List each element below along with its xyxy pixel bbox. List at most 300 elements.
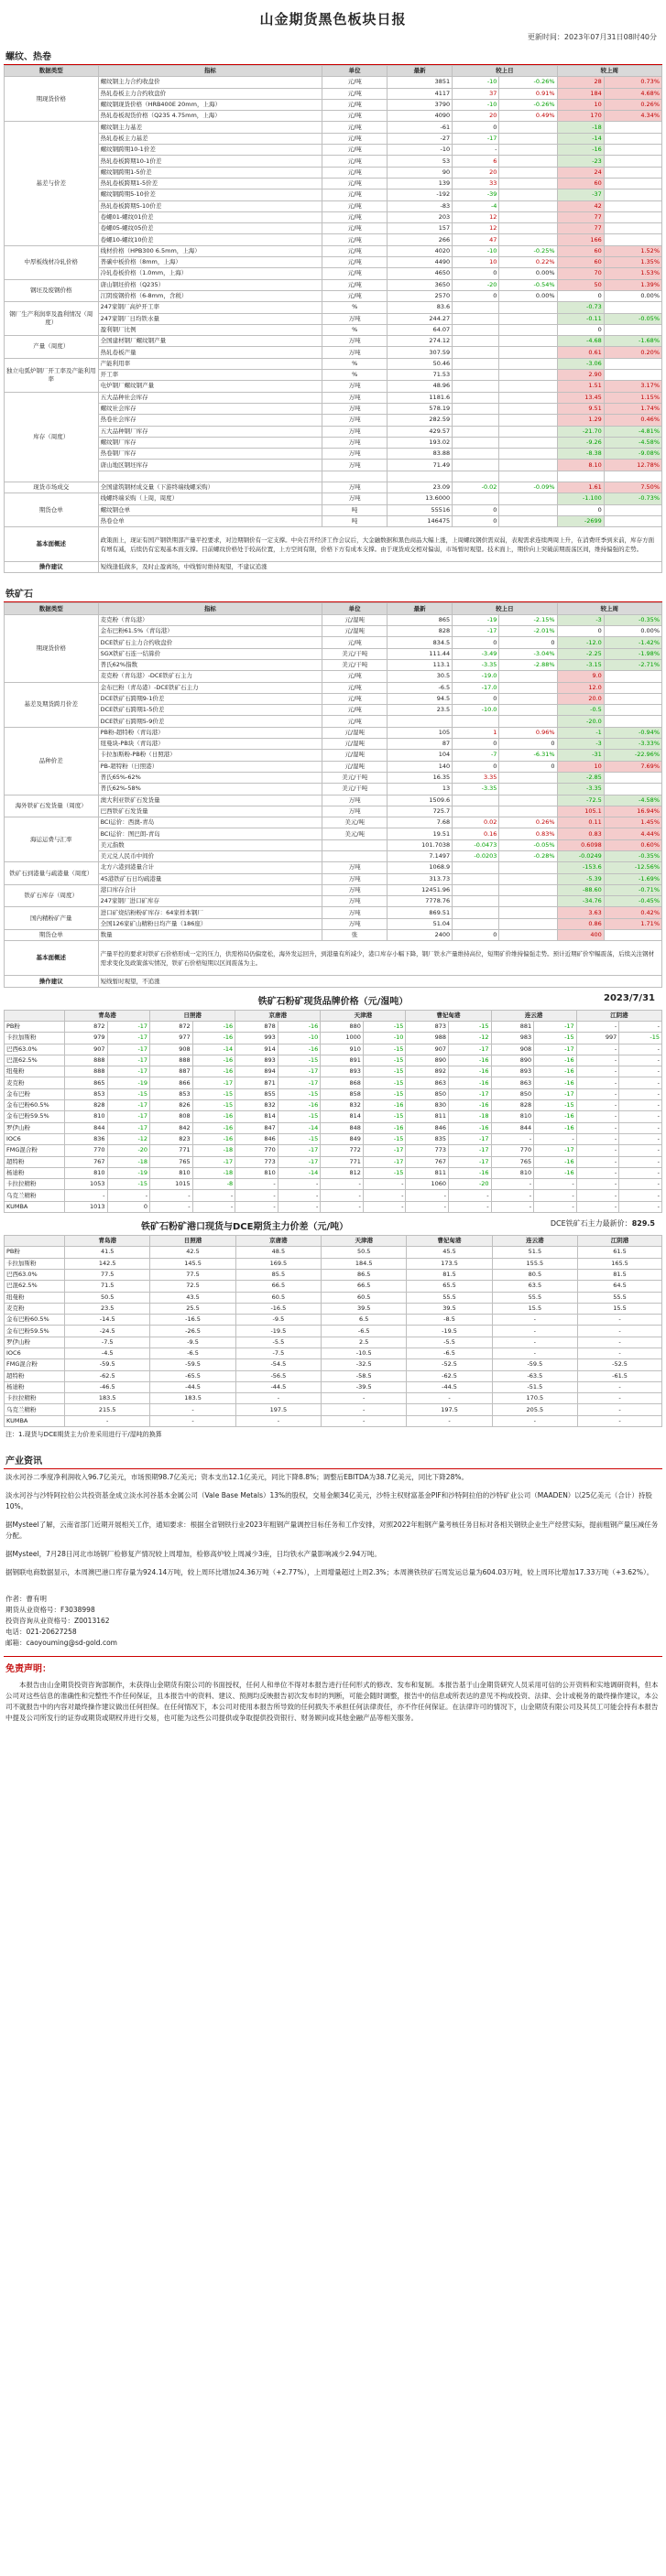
price-change: -16 <box>449 1100 492 1111</box>
day-change <box>453 449 499 460</box>
week-change-pct: -0.71% <box>604 884 661 895</box>
basis-value: 77.5 <box>150 1269 235 1280</box>
week-change: 60 <box>557 257 604 268</box>
week-change-pct: -4.81% <box>604 426 661 437</box>
table-row <box>5 471 662 482</box>
metric-value: 828 <box>388 626 453 637</box>
price-change: -16 <box>363 1122 406 1133</box>
price-change: -12 <box>449 1033 492 1044</box>
port-header: 曹妃甸港 <box>406 1010 491 1021</box>
col-header: 较上日 <box>453 66 557 77</box>
day-change-pct: 0 <box>499 739 557 750</box>
week-change-pct <box>604 167 661 178</box>
ore-brand: 麦克粉 <box>5 1303 65 1314</box>
basis-value: -9.5 <box>235 1315 321 1326</box>
week-change: -3.35 <box>557 784 604 795</box>
category-cell: 国内精粉矿产量 <box>5 907 99 930</box>
logic-label: 基本面概述 <box>5 941 99 976</box>
week-change: 0.6098 <box>557 839 604 850</box>
metric-unit: 元/湿吨 <box>322 727 388 738</box>
ore-body <box>5 614 662 941</box>
week-change-pct: -0.45% <box>604 896 661 907</box>
price-change: -16 <box>534 1055 577 1066</box>
basis-value: 15.5 <box>492 1303 577 1314</box>
table-row <box>5 1415 662 1426</box>
price-value: 765 <box>150 1156 193 1167</box>
basis-value: 55.5 <box>492 1292 577 1303</box>
price-change: -15 <box>363 1111 406 1122</box>
col-header: 数据类型 <box>5 66 99 77</box>
ore-op-row <box>5 976 662 987</box>
basis-value: 15.5 <box>578 1303 662 1314</box>
table-row <box>5 1021 662 1032</box>
basis-value: - <box>578 1348 662 1358</box>
price-change: - <box>619 1021 662 1032</box>
price-change: - <box>619 1190 662 1201</box>
basis-value: 66.5 <box>235 1281 321 1292</box>
price-value: 888 <box>64 1055 107 1066</box>
day-change <box>453 313 499 324</box>
day-change <box>453 324 499 335</box>
metric-value: 834.5 <box>388 637 453 648</box>
metric-unit: 元/吨 <box>322 88 388 99</box>
metric-value: -10 <box>388 145 453 156</box>
table-row <box>5 1359 662 1370</box>
table-row <box>5 358 662 369</box>
col-header: 指标 <box>98 603 322 614</box>
day-change: 0 <box>453 761 499 772</box>
metric-name: 热卷社会库存 <box>98 415 322 426</box>
price-value: - <box>491 1179 534 1190</box>
week-change: 77 <box>557 211 604 222</box>
price-value: - <box>576 1100 619 1111</box>
col-header: 最新 <box>388 603 453 614</box>
table-row <box>5 1303 662 1314</box>
logic-label: 基本面概述 <box>5 527 99 562</box>
price-change: - <box>534 1190 577 1201</box>
basis-value: - <box>322 1415 407 1426</box>
basis-value: 63.5 <box>492 1281 577 1292</box>
port-basis-note: 注：1.现货与DCE期货主力价差采用进行干/湿吨的换算 <box>5 1431 162 1439</box>
week-change-pct <box>604 504 661 515</box>
week-change-pct: 16.94% <box>604 806 661 817</box>
price-change: - <box>619 1156 662 1167</box>
week-change-pct <box>604 145 661 156</box>
price-change: -17 <box>534 1145 577 1156</box>
metric-value: 23.09 <box>388 482 453 492</box>
price-change: -17 <box>534 1021 577 1032</box>
port-header: 京唐港 <box>235 1010 321 1021</box>
week-change-pct: 0.42% <box>604 907 661 918</box>
week-change: -72.5 <box>557 795 604 806</box>
day-change-pct <box>499 145 557 156</box>
metric-unit: 万吨 <box>322 493 388 504</box>
basis-value: - <box>492 1315 577 1326</box>
price-change: -15 <box>534 1033 577 1044</box>
metric-name: 麦克粉（青岛港）-DCE铁矿石主力 <box>98 671 322 682</box>
op-label: 操作建议 <box>5 976 99 987</box>
metric-value: 3790 <box>388 99 453 110</box>
metric-unit: 元/吨 <box>322 223 388 234</box>
metric-name: 全国126家矿山精粉日均产量（186座） <box>98 918 322 929</box>
metric-value: 23.5 <box>388 705 453 716</box>
price-change: -17 <box>107 1100 150 1111</box>
metric-name: 热卷钢厂库存 <box>98 449 322 460</box>
table-row <box>5 1201 662 1212</box>
ore-brand: FMG混合粉 <box>5 1145 65 1156</box>
metric-unit: 万吨 <box>322 347 388 358</box>
price-value: 773 <box>235 1156 278 1167</box>
day-change <box>453 884 499 895</box>
price-change: -15 <box>192 1088 235 1099</box>
price-value: 828 <box>491 1100 534 1111</box>
basis-value: 48.5 <box>235 1247 321 1258</box>
basis-value: -26.5 <box>150 1326 235 1337</box>
metric-name: 卷螺05-螺纹05价差 <box>98 223 322 234</box>
metric-name: 线螺终端采购（上周，周度） <box>98 493 322 504</box>
price-value: - <box>150 1201 193 1212</box>
day-change: 0.02 <box>453 817 499 828</box>
price-change: 0 <box>107 1201 150 1212</box>
basis-value: 55.5 <box>578 1292 662 1303</box>
metric-value: 193.02 <box>388 437 453 448</box>
basis-value: 61.5 <box>578 1247 662 1258</box>
col-header: 较上周 <box>557 603 661 614</box>
day-change-pct <box>499 918 557 929</box>
table-row <box>5 167 662 178</box>
basis-value: -16.5 <box>235 1303 321 1314</box>
day-change-pct <box>499 437 557 448</box>
table-row <box>5 234 662 245</box>
table-row <box>5 1326 662 1337</box>
news-item: 淡水河谷与沙特阿拉伯公共投资基金成立淡水河谷基本金属公司（Vale Base Metals）13%的股权，交易金额34亿美元，沙特主权财富基金PIF和沙特阿拉伯的沙特矿业公司（MAADEN）以25亿美元（合计）持股10%。 <box>5 1491 652 1511</box>
basis-value: - <box>492 1337 577 1348</box>
basis-value: -8.5 <box>407 1315 492 1326</box>
category-cell: 基差与价差 <box>5 122 99 245</box>
price-change: -17 <box>363 1145 406 1156</box>
table-row <box>5 122 662 133</box>
price-value: 888 <box>150 1055 193 1066</box>
week-change-pct: -1.98% <box>604 648 661 659</box>
basis-value: 50.5 <box>322 1247 407 1258</box>
ore-brand: 杨迪粉 <box>5 1381 65 1392</box>
week-change: -3 <box>557 614 604 625</box>
week-change-pct: 0.00% <box>604 626 661 637</box>
basis-value: - <box>150 1404 235 1415</box>
metric-unit: 万吨 <box>322 884 388 895</box>
week-change-pct: -4.58% <box>604 795 661 806</box>
metric-value: 19.51 <box>388 828 453 839</box>
table-row <box>5 111 662 122</box>
port-header: 连云港 <box>491 1010 576 1021</box>
price-value: 771 <box>150 1145 193 1156</box>
day-change-pct <box>499 907 557 918</box>
price-value: 881 <box>491 1021 534 1032</box>
week-change-pct: 4.44% <box>604 828 661 839</box>
price-change: -15 <box>363 1021 406 1032</box>
day-change-pct: 0.96% <box>499 727 557 738</box>
ore-brand: 罗伊山粉 <box>5 1337 65 1348</box>
price-change: -15 <box>363 1088 406 1099</box>
price-change: -19 <box>107 1077 150 1088</box>
price-change: -16 <box>363 1100 406 1111</box>
metric-name: BCI运价：图巴朗-青岛 <box>98 828 322 839</box>
day-change: 47 <box>453 234 499 245</box>
table-row <box>5 99 662 110</box>
ore-brand: 巴混62.5% <box>5 1055 65 1066</box>
day-change-pct: 0.91% <box>499 88 557 99</box>
basis-value: 39.5 <box>407 1303 492 1314</box>
ore-brand: FMG混合粉 <box>5 1359 65 1370</box>
price-value: 993 <box>235 1033 278 1044</box>
week-change-pct: 0.60% <box>604 839 661 850</box>
day-change-pct: 0.00% <box>499 290 557 301</box>
port-price-title-text: 铁矿石粉矿现货品牌价格（元/湿吨） <box>257 996 409 1007</box>
day-change <box>453 403 499 414</box>
day-change: 12 <box>453 223 499 234</box>
price-value: - <box>576 1133 619 1144</box>
table-row <box>5 1315 662 1326</box>
price-value: 810 <box>491 1111 534 1122</box>
price-value: 767 <box>406 1156 449 1167</box>
day-change-pct <box>499 460 557 471</box>
price-value: - <box>576 1179 619 1190</box>
week-change: -1.100 <box>557 493 604 504</box>
metric-value: 53 <box>388 156 453 167</box>
day-change-pct <box>499 693 557 704</box>
price-change: -16 <box>278 1021 321 1032</box>
table-row <box>5 245 662 256</box>
metric-unit: 美元/干吨 <box>322 772 388 783</box>
basis-value: 205.5 <box>492 1404 577 1415</box>
basis-value: 6.5 <box>322 1315 407 1326</box>
price-change: -18 <box>449 1111 492 1122</box>
basis-value: 72.5 <box>150 1281 235 1292</box>
day-change <box>453 907 499 918</box>
table-row <box>5 716 662 727</box>
metric-name: 江阴废钢价格（6-8mm，含税） <box>98 290 322 301</box>
category-cell: 海外铁矿石发货量（周度） <box>5 795 99 817</box>
table-row <box>5 693 662 704</box>
day-change <box>453 795 499 806</box>
price-change: - <box>278 1201 321 1212</box>
price-value: - <box>576 1044 619 1055</box>
price-change: -16 <box>449 1167 492 1178</box>
metric-unit: 元/吨 <box>322 716 388 727</box>
metric-name: SGX铁矿石连一结算价 <box>98 648 322 659</box>
week-change: 170 <box>557 111 604 122</box>
metric-value: 1068.9 <box>388 862 453 873</box>
day-change: -39 <box>453 189 499 200</box>
day-change-pct <box>499 862 557 873</box>
table-row <box>5 1404 662 1415</box>
day-change: -17.0 <box>453 682 499 693</box>
metric-value: 105 <box>388 727 453 738</box>
metric-value: 146475 <box>388 515 453 526</box>
price-change: -15 <box>192 1100 235 1111</box>
ore-header-row <box>5 603 662 614</box>
week-change: 1.61 <box>557 482 604 492</box>
category-cell: 中厚板线材冷轧价格 <box>5 245 99 279</box>
steel-logic-row <box>5 527 662 562</box>
day-change-pct <box>499 189 557 200</box>
metric-name: 数量 <box>98 930 322 941</box>
week-change: 9.0 <box>557 671 604 682</box>
basis-value: -5.5 <box>407 1337 492 1348</box>
price-value: 871 <box>235 1077 278 1088</box>
port-price-table <box>4 1010 662 1213</box>
ore-brand: 卡拉加斯粉 <box>5 1033 65 1044</box>
price-change: -17 <box>107 1066 150 1077</box>
metric-unit: 元/吨 <box>322 189 388 200</box>
author-email[interactable]: 邮箱：caoyouming@sd-gold.com <box>5 1639 117 1648</box>
price-change: -15 <box>278 1133 321 1144</box>
metric-name: 纽曼块-PB块（青岛港） <box>98 739 322 750</box>
metric-unit: 元/吨 <box>322 245 388 256</box>
price-change: - <box>107 1190 150 1201</box>
week-change-pct <box>604 234 661 245</box>
metric-name: 全国建筑钢材成交量（下游终端线螺采购） <box>98 482 322 492</box>
ore-brand: KUMBA <box>5 1415 65 1426</box>
steel-body <box>5 77 662 527</box>
price-change: -15 <box>619 1033 662 1044</box>
basis-value: - <box>65 1415 150 1426</box>
col-header: 数据类型 <box>5 603 99 614</box>
ore-table <box>4 602 662 987</box>
price-change: -17 <box>449 1145 492 1156</box>
day-change-pct: 0.49% <box>499 111 557 122</box>
table-row <box>5 784 662 795</box>
price-value: - <box>491 1190 534 1201</box>
ore-brand: 巴西63.0% <box>5 1269 65 1280</box>
metric-unit <box>322 471 388 482</box>
category-cell: 铁矿石到港量与疏港量（周度） <box>5 862 99 885</box>
metric-value <box>388 716 453 727</box>
week-change: 28 <box>557 77 604 88</box>
week-change: 0 <box>557 504 604 515</box>
basis-value: 155.5 <box>492 1258 577 1269</box>
day-change: -10.0 <box>453 705 499 716</box>
price-value: 872 <box>150 1021 193 1032</box>
page-title: 山金期货黑色板块日报 <box>259 11 407 27</box>
price-change: -16 <box>534 1111 577 1122</box>
table-row <box>5 806 662 817</box>
day-change: -4 <box>453 200 499 211</box>
week-change-pct: -4.58% <box>604 437 661 448</box>
metric-name: 卷螺01-螺纹01价差 <box>98 211 322 222</box>
metric-name: 普碳中板价格（8mm，上海） <box>98 257 322 268</box>
week-change: 50 <box>557 279 604 290</box>
basis-value: - <box>578 1404 662 1415</box>
table-row <box>5 1281 662 1292</box>
metric-name: 热轧卷板跨期10-1价差 <box>98 156 322 167</box>
metric-value: 869.51 <box>388 907 453 918</box>
basis-value: 183.5 <box>65 1393 150 1404</box>
price-change: - <box>192 1190 235 1201</box>
basis-value: 23.5 <box>65 1303 150 1314</box>
day-change: -7 <box>453 750 499 761</box>
price-change: -19 <box>107 1167 150 1178</box>
table-row <box>5 381 662 392</box>
logic-text: 产量平控的要求对铁矿石价格形成一定的压力，供需格局仍偏宽松，海外发运回升，到港量有所减少，港口库存小幅下降，钢厂铁水产量维持高位，短期矿价维持偏强走势。预计近期矿价窄幅震荡，后续关注钢材需求变化及政策落实情况，铁矿石价格短期以区间震荡为主。 <box>98 941 661 976</box>
basis-value: 165.5 <box>578 1258 662 1269</box>
price-value: 811 <box>406 1111 449 1122</box>
day-change-pct: -0.26% <box>499 77 557 88</box>
day-change-pct: -2.88% <box>499 659 557 670</box>
day-change: - <box>453 145 499 156</box>
day-change-pct: -6.31% <box>499 750 557 761</box>
price-change: -16 <box>278 1100 321 1111</box>
category-cell: 库存（周度） <box>5 392 99 482</box>
port-header: 江阴港 <box>578 1236 662 1247</box>
price-value: 770 <box>491 1145 534 1156</box>
week-change: 20.0 <box>557 693 604 704</box>
port-header: 京唐港 <box>235 1236 321 1247</box>
price-change: -16 <box>192 1111 235 1122</box>
table-row <box>5 1370 662 1381</box>
price-value: 1060 <box>406 1179 449 1190</box>
price-change: -17 <box>449 1044 492 1055</box>
price-value: 880 <box>321 1021 364 1032</box>
price-value: - <box>576 1190 619 1201</box>
day-change: 37 <box>453 88 499 99</box>
basis-value: -6.5 <box>322 1326 407 1337</box>
week-change-pct: -9.08% <box>604 449 661 460</box>
metric-name: 247家钢厂高炉开工率 <box>98 302 322 313</box>
dce-value: 829.5 <box>631 1219 655 1228</box>
price-change: -17 <box>192 1156 235 1167</box>
price-value: 863 <box>406 1077 449 1088</box>
week-change: 42 <box>557 200 604 211</box>
week-change-pct: 0.00% <box>604 290 661 301</box>
metric-unit: 元/吨 <box>322 111 388 122</box>
price-value: - <box>576 1122 619 1133</box>
week-change-pct: 1.52% <box>604 245 661 256</box>
week-change: 0.83 <box>557 828 604 839</box>
metric-unit: 美元/吨 <box>322 817 388 828</box>
port-price-title <box>4 988 662 1010</box>
metric-unit: 美元/干吨 <box>322 659 388 670</box>
price-value: 765 <box>491 1156 534 1167</box>
price-value: 850 <box>491 1088 534 1099</box>
price-value: 848 <box>321 1122 364 1133</box>
week-change-pct: 7.50% <box>604 482 661 492</box>
price-value: 853 <box>150 1088 193 1099</box>
metric-value: -192 <box>388 189 453 200</box>
metric-name: PB粉-超特粉（青岛港） <box>98 727 322 738</box>
basis-value: -44.5 <box>407 1381 492 1392</box>
ore-brand: 超特粉 <box>5 1370 65 1381</box>
price-value: - <box>235 1190 278 1201</box>
steel-section-title: 螺纹、热卷 <box>4 45 662 65</box>
week-change: 10 <box>557 99 604 110</box>
table-row <box>5 482 662 492</box>
metric-name: 螺纹钢仓单 <box>98 504 322 515</box>
week-change-pct: -22.96% <box>604 750 661 761</box>
industry-title: 产业资讯 <box>4 1449 662 1469</box>
metric-name: 45港铁矿石日均疏港量 <box>98 873 322 884</box>
day-change-pct <box>499 471 557 482</box>
price-change: -16 <box>534 1167 577 1178</box>
price-value: - <box>406 1190 449 1201</box>
metric-unit: 张 <box>322 930 388 941</box>
price-value: 836 <box>64 1133 107 1144</box>
basis-value: -39.5 <box>322 1381 407 1392</box>
metric-name: 螺纹钢主力基差 <box>98 122 322 133</box>
col-header: 较上日 <box>453 603 557 614</box>
price-value: 823 <box>150 1133 193 1144</box>
day-change-pct: -2.01% <box>499 626 557 637</box>
